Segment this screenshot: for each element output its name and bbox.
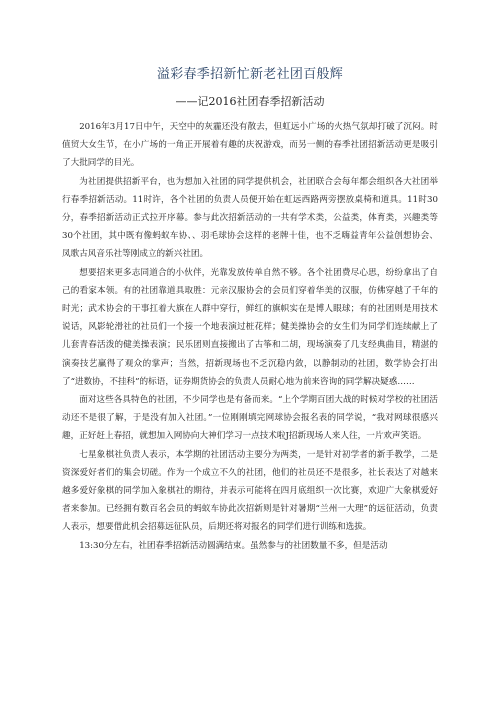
body-paragraph: 七星象棋社负责人表示，本学期的社团活动主要分为两类，一是针对初学者的新手教学，二是资深爱好者们的集会切磋。作为一个成立不久的社团，他们的社员还不是很多，社长表达了对越来越多爱好象棋的同学加入象棋社的期待，并表示可能将在四月底组织一次比赛，欢迎广大象棋爱好者来参加。已经拥有数百名会员的蚂蚁车协此次招新则是针对暑期“兰州一大理”的远征活动，负责人表示，想要借此机会招募远征队员，后期还将对报名的同学们进行训练和选拔。 [62,449,438,533]
article-subtitle: ——记2016社团春季招新活动 [175,95,325,108]
article-title: 溢彩春季招新忙新老社团百般辉 [156,67,344,82]
body-paragraph: 13:30分左右，社团春季招新活动圆满结束。虽然参与的社团数量不多，但是活动 [79,540,388,551]
body-paragraph: 面对这些各具特色的社团，不少同学也是有备而来。“上个学期百团大战的时候对学校的社团活动还不是很了解，于是没有加入社团。”一位刚刚填完网球协会报名表的同学说，“我对网球很感兴趣，正好赶上春招，就想加入网协向大神们学习一点技术啦J招新现场人来人往，一片欢声笑语。 [62,395,438,442]
body-paragraph: 想要招来更多志同道合的小伙伴，光靠发放传单自然不够。各个社团费尽心思，纷纷拿出了自己的看家本领。有的社团靠道具取胜：元亲汉服协会的会员们穿着华美的汉服，仿佛穿越了千年的时光；武术协会的干事扛着大旗在人群中穿行，鲜红的旗帜实在是博人眼球；有的社团则是用技术说话，风影轮滑社的社员们一个接一个地表演过桩花样；健美操协会的女生们为同学们连续献上了儿套青春活泼的健美操表演；民乐团则直接搬出了古筝和二胡，现场演奏了几支经典曲目，精湛的演奏技艺赢得了观众的掌声；当然，招新现场也不乏沉稳内敛，以静制动的社团，数学协会打出了“进数协，不挂科”的标语，证券期货协会的负责人员耐心地为前来咨询的同学解决疑惑…… [62,267,438,387]
body-paragraph: 2016年3月17日中午，天空中的灰霾还没有散去，但虹远小广场的火热气氛却打破了沉闷。时值贸大女生节，在小广场的一角正开展着有趣的庆祝游戏，而另一侧的春季社团招新活动更是吸引了大批同学的目光。 [62,122,438,169]
article-body [62,118,438,555]
body-paragraph: 为社团提供招新平台，也为想加入社团的同学提供机会，社团联合会每年都会组织各大社团举行春季招新活动。11时许，各个社团的负责人员便开始在虹远西路两旁摆放桌椅和道具。11时30分，春季招新活动正式拉开序幕。参与此次招新活动的一共有学术类，公益类，体育类，兴趣类等30个社团，其中既有像蚂蚁车协、、羽毛球协会这样的老牌十佳，也不乏嗨益青年公益创想协会、凤歌古风音乐社等刚成立的新兴社团。 [62,176,438,260]
